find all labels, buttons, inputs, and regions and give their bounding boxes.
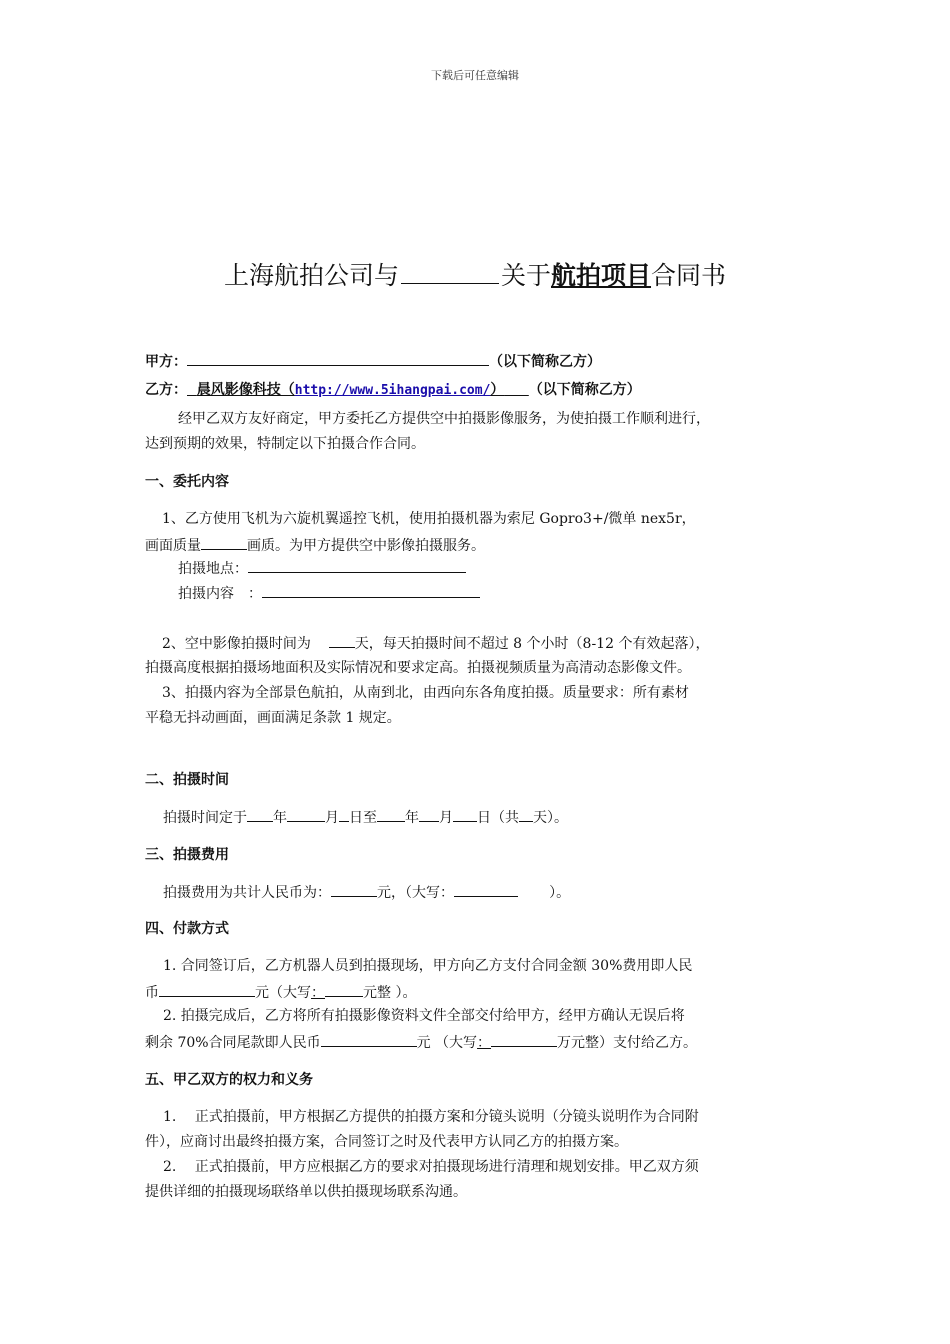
fee-amount-blank — [331, 882, 377, 897]
s4-p1-line-2: 币 元（大写： 元整 ）。 — [145, 982, 416, 1003]
quality-blank — [201, 535, 247, 550]
shoot-content-line: 拍摄内容 ： — [178, 583, 480, 604]
s1-p2-line-2: 拍摄高度根据拍摄场地面积及实际情况和要求定高。拍摄视频质量为高清动态影像文件。 — [145, 660, 691, 676]
shoot-time-line: 拍摄时间定于 年 月 日至 年 月 日（共 天）。 — [163, 807, 568, 828]
title-part3: 航拍项目 — [551, 261, 652, 290]
s1-p1-line-2: 画面质量 画质。为甲方提供空中影像拍摄服务。 — [145, 535, 485, 556]
shoot-location-blank — [248, 558, 466, 573]
intro-line-1: 经甲乙双方友好商定，甲方委托乙方提供空中拍摄影像服务，为使拍摄工作顺利进行， — [178, 411, 710, 427]
party-a-suffix: （以下简称乙方） — [489, 354, 601, 370]
s1-p3-line-1: 3、拍摄内容为全部景色航拍，从南到北，由西向东各角度拍摄。质量要求：所有素材 — [162, 685, 689, 701]
s1-p3-line-2: 平稳无抖动画面，画面满足条款 1 规定。 — [145, 710, 401, 726]
section-4-heading: 四、付款方式 — [145, 921, 229, 937]
party-a-blank — [187, 351, 489, 366]
s1-p1-line-1: 1、乙方使用飞机为六旋机翼遥控飞机，使用拍摄机器为索尼 Gopro3+/微单 nex5r， — [162, 511, 696, 527]
shoot-content-blank — [262, 583, 480, 598]
party-b-suffix: （以下简称乙方） — [528, 382, 641, 398]
s4-p2-line-2: 剩余 70%合同尾款即人民币 元 （大写： 万元整）支付给乙方。 — [145, 1032, 697, 1053]
fee-line: 拍摄费用为共计人民币为： 元，（大写： ）。 — [163, 882, 570, 903]
title-blank — [401, 261, 499, 284]
section-3-heading: 三、拍摄费用 — [145, 847, 229, 863]
s5-p2-line-2: 提供详细的拍摄现场联络单以供拍摄现场联系沟通。 — [145, 1184, 467, 1200]
document-title — [0, 256, 950, 292]
party-b-line — [145, 380, 641, 401]
days-blank — [329, 633, 355, 648]
title-part2: 关于 — [500, 261, 551, 290]
s5-p1-line-1: 1. 正式拍摄前，甲方根据乙方提供的拍摄方案和分镜头说明（分镜头说明作为合同附 — [163, 1109, 699, 1125]
shoot-location-line: 拍摄地点： — [178, 558, 466, 579]
s1-p2-line-1: 2、空中影像拍摄时间为 天，每天拍摄时间不超过 8 个小时（8-12 个有效起落）， — [162, 633, 709, 654]
party-a-label: 甲方： — [145, 354, 187, 370]
party-a-line — [145, 351, 601, 372]
s5-p1-line-2: 件），应商讨出最终拍摄方案，合同签订之时及代表甲方认同乙方的拍摄方案。 — [145, 1134, 628, 1150]
s5-p2-line-1: 2. 正式拍摄前，甲方应根据乙方的要求对拍摄现场进行清理和规划安排。甲乙双方须 — [163, 1159, 699, 1175]
title-part4: 合同书 — [651, 261, 727, 290]
party-b-name: 晨风影像科技（http://www.5ihangpai.com/） — [196, 382, 505, 398]
section-5-heading: 五、甲乙双方的权力和义务 — [145, 1072, 313, 1088]
header-note: 下载后可任意编辑 — [431, 69, 519, 82]
s4-p1-line-1: 1. 合同签订后，乙方机器人员到拍摄现场，甲方向乙方支付合同金额 30%费用即人民 — [163, 958, 693, 974]
title-part1: 上海航拍公司与 — [223, 261, 399, 290]
s4-p2-line-1: 2. 拍摄完成后，乙方将所有拍摄影像资料文件全部交付给甲方，经甲方确认无误后将 — [163, 1008, 685, 1024]
party-b-url-link[interactable]: http://www.5ihangpai.com/ — [294, 383, 491, 398]
intro-line-2: 达到预期的效果，特制定以下拍摄合作合同。 — [145, 436, 425, 452]
fee-words-blank — [454, 882, 518, 897]
section-2-heading: 二、拍摄时间 — [145, 772, 229, 788]
section-1-heading: 一、委托内容 — [145, 474, 229, 490]
party-b-label: 乙方： — [145, 382, 187, 398]
